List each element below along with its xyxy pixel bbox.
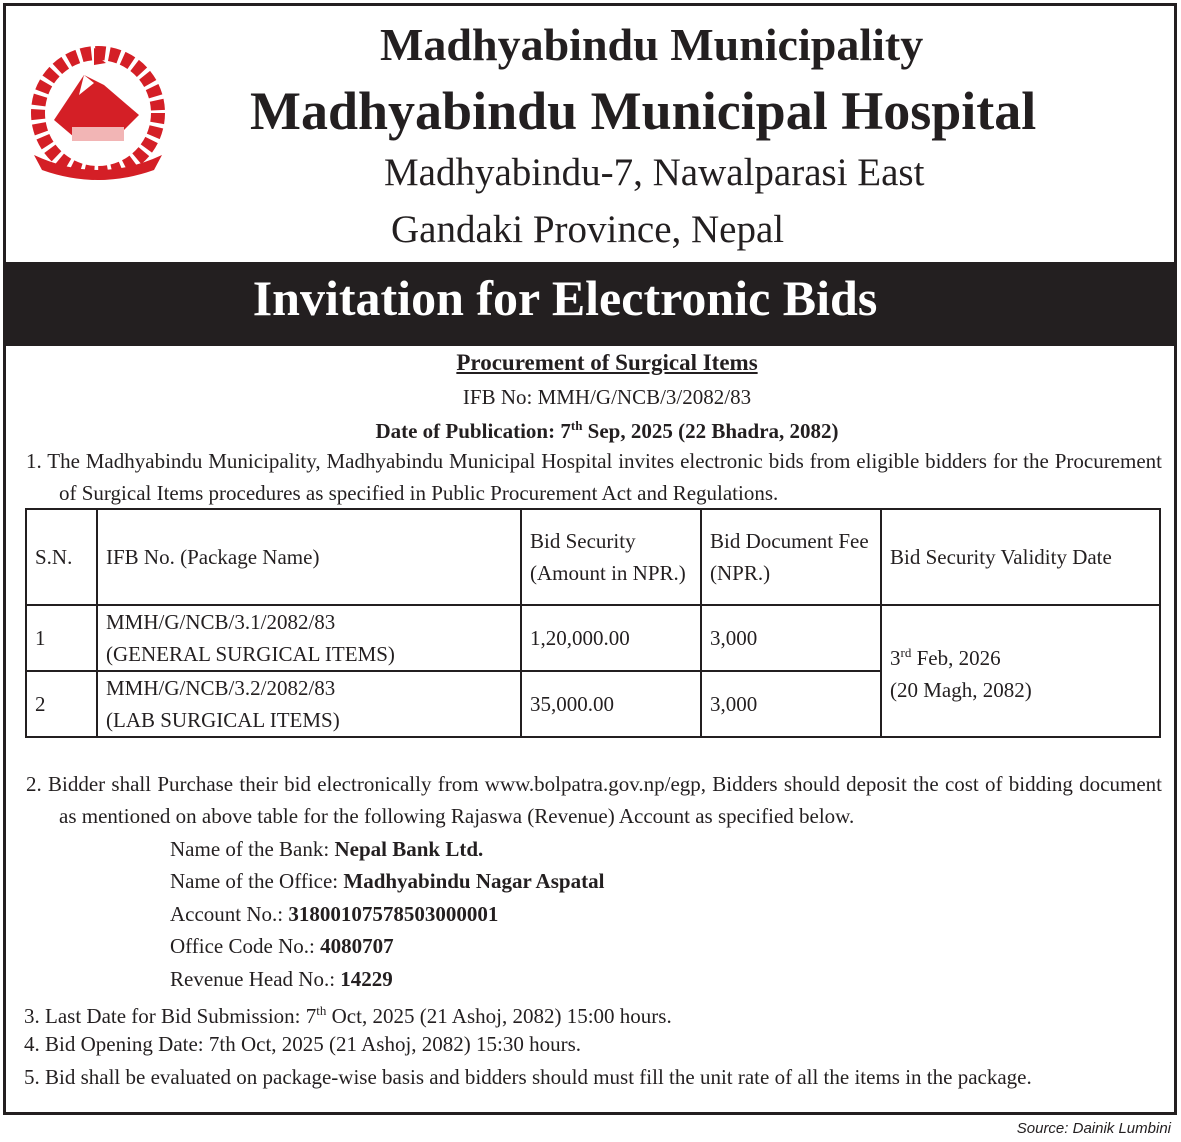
paragraph-2: 2. Bidder shall Purchase their bid electronically from www.bolpatra.gov.np/egp, Bidders should deposit the cost of bidding document as mentioned on above table for the following Rajaswa (Revenue) Account as specified below. [26,772,1162,828]
cell-fee: 3,000 [701,605,881,671]
source-credit: Source: Dainik Lumbini [1016,1120,1171,1137]
ifb-number: IFB No: MMH/G/NCB/3/2082/83 [462,385,752,409]
hospital-name: Madhyabindu Municipal Hospital [250,81,1037,141]
bid-table [25,508,1161,738]
ifb-code: MMH/G/NCB/3.1/2082/83 [106,610,336,634]
cell-security: 35,000.00 [521,671,701,737]
table-row [26,605,1160,671]
ifb-code: MMH/G/NCB/3.2/2082/83 [106,676,336,700]
paragraph-3: 3. Last Date for Bid Submission: 7th Oct, 2025 (21 Ashoj, 2082) 15:00 hours. [24,1003,672,1028]
header-fee: Bid Document Fee (NPR.) [701,509,881,605]
procurement-subtitle: Procurement of Surgical Items [456,350,758,375]
notice-title-banner: Invitation for Electronic Bids [3,262,1177,346]
office-code: Office Code No.: 4080707 [170,934,394,958]
nepal-emblem-logo [24,45,172,180]
paragraph-1: 1. The Madhyabindu Municipality, Madhyabindu Municipal Hospital invites electronic bids from eligible bidders for the Procurement of Surgical Items procedures as specified in Public Procurement Act and Regulations. [26,449,1162,505]
header-ifb: IFB No. (Package Name) [97,509,521,605]
cell-ifb [97,671,521,737]
cell-ifb [97,605,521,671]
table-header-row [26,509,1160,605]
header-sn: S.N. [26,509,97,605]
paragraph-5: 5. Bid shall be evaluated on package-wise basis and bidders should must fill the unit rate of all the items in the package. [24,1065,1032,1089]
cell-sn: 1 [26,605,97,671]
cell-sn: 2 [26,671,97,737]
address-line-1: Madhyabindu-7, Nawalparasi East [384,151,925,194]
cell-validity: 3rd Feb, 2026 (20 Magh, 2082) [881,605,1160,737]
municipality-name: Madhyabindu Municipality [380,19,924,70]
header-security: Bid Security (Amount in NPR.) [521,509,701,605]
cell-fee: 3,000 [701,671,881,737]
revenue-head: Revenue Head No.: 14229 [170,967,393,991]
cell-security: 1,20,000.00 [521,605,701,671]
paragraph-4: 4. Bid Opening Date: 7th Oct, 2025 (21 Ashoj, 2082) 15:30 hours. [24,1032,582,1056]
address-line-2: Gandaki Province, Nepal [391,208,785,251]
header-validity: Bid Security Validity Date [881,509,1160,605]
package-name: (GENERAL SURGICAL ITEMS) [106,642,395,666]
package-name: (LAB SURGICAL ITEMS) [106,708,340,732]
publication-date: Date of Publication: 7th Sep, 2025 (22 Bhadra, 2082) [375,418,839,443]
account-number: Account No.: 31800107578503000001 [170,902,499,926]
office-name: Name of the Office: Madhyabindu Nagar Aspatal [170,869,605,893]
bank-name: Name of the Bank: Nepal Bank Ltd. [170,837,484,861]
